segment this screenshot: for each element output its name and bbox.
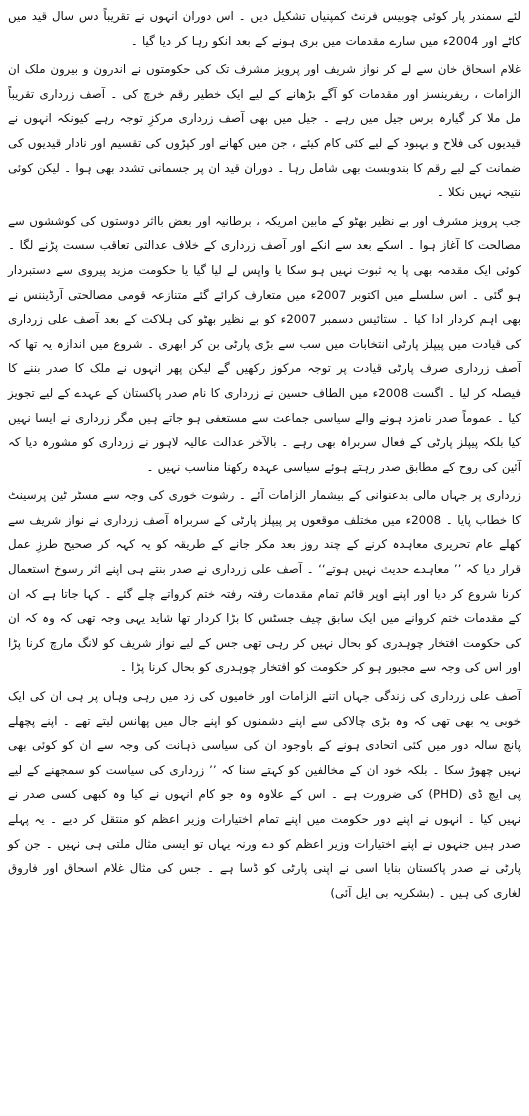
article-paragraph: آصف علی زرداری کی زندگی جہاں اتنے الزامات اور خامیوں کی زد میں رہی وہاں پر ہی ان کی ایک خوبی یہ بھی تھی کہ وہ بڑی چالاکی سے اپنے دشمنوں کو اپنے جال میں پھانس لیتے تھے ۔ اپنے پچھلے پانچ سالہ دور میں کئی اتحادی ہونے کے باوجود ان کی سیاسی ذہانت کی وجہ سے ان کو کوئی بھی نہیں چھوڑ سکا ۔ بلکہ خود ان کے مخالفین کو کہتے سنا کہ ’’ زرداری کی سیاست کو سمجھنے کے لیے پی ایچ ڈی (PHD) کی ضرورت ہے ۔ اس کے علاوہ وہ جو کام انہوں نے کیا وہ کبھی کسی صدر نے نہیں کیا ۔ انہوں نے اپنے دور حکومت میں اپنے تمام اختیارات وزیر اعظم کو منتقل کر دیے ۔ یہ پہلے صدر ہیں جنہوں نے اپنے اختیارات وزیر اعظم کو دے ورنہ یہاں تو ایسی مثال ملتی ہی نہیں ۔ جن کو پارٹی نے صدر پاکستان بنایا اسی نے اپنی پارٹی کو ڈسا ہے ۔ جس کی مثال غلام اسحاق اور فاروق لغاری کی ہیں ۔ (بشکریہ بی ایل آئی) xyxy=(8,689,521,900)
article-paragraph: زرداری پر جہاں مالی بدعنوانی کے بیشمار الزامات آئے ۔ رشوت خوری کی وجہ سے مسٹر ٹین پرسینٹ کا خطاب پایا ۔ 2008ء میں مختلف موقعوں پر پیپلز پارٹی کے سربراہ آصف زرداری نے نواز شریف سے کھلے عام تحریری معاہدہ کرنے کے چند روز بعد مکر جانے کے طریقہ کو یہ کہہ کر صحیح طرزِ عمل قرار دیا کہ ’’ معاہدے حدیث نہیں ہوتے‘‘ ۔ آصف علی زرداری نے صدر بنتے ہی اپنے اثر رسوخ استعمال کرنا شروع کر دیا اور اپنے اوپر قائم تمام مقدمات رفتہ رفتہ ختم کرواتے چلے گئے ۔ کہا جاتا ہے کہ ان کے مقدمات ختم کروانے میں ایک سابق چیف جسٹس کا بڑا کردار تھا شاید یہی وجہ تھی کہ وہ کہ ان کی حکومت افتخار چوہدری کو بحال نہیں کر رہی تھی جس کے لیے نواز شریف کو لانگ مارچ کرنا پڑا اور اس کی وجہ سے مجبور ہو کر حکومت کو افتخار چوہدری کو بحال کرنا پڑا ۔ xyxy=(8,488,521,675)
article-paragraph: جب پرویز مشرف اور بے نظیر بھٹو کے مابین امریکہ ، برطانیہ اور بعض بااثر دوستوں کی کوششوں سے مصالحت کا آغاز ہوا ۔ اسکے بعد سے انکے اور آصف زرداری کے خلاف عدالتی تعاقب سست پڑنے لگا ۔ کوئی ایک مقدمہ بھی پا یہ ثبوت نہیں ہو سکا یا واپس لے لیا گیا یا حکومت مزید پیروی سے دستبردار ہو گئی ۔ اس سلسلے میں اکتوبر 2007ء میں متعارف کرائے گئے متنازعہ قومی مصالحتی آرڈیننس نے بھی اہم کردار ادا کیا ۔ ستائیس دسمبر 2007ء کو بے نظیر بھٹو کی ہلاکت کے بعد آصف علی زرداری کی قیادت میں پیپلز پارٹی انتخابات میں سب سے بڑی پارٹی بن کر ابھری ۔ شروع میں اندازہ یہ تھا کہ آصف زرداری صرف پارٹی قیادت پر توجہ مرکوز رکھیں گے لیکن پھر انہوں نے ملک کا صدر بننے کا فیصلہ کر لیا ۔ اگست 2008ء میں الطاف حسین نے زرداری کا نام صدر پاکستان کے عہدے کے لیے تجویز کیا ۔ عموماً صدر نامزد ہونے والے سیاسی جماعت سے مستعفی ہو جاتے ہیں مگر زرداری نے ایسا نہیں کیا بلکہ پیپلز پارٹی کے فعال سربراہ بھی رہے ۔ بالآخر عدالت عالیہ لاہور نے زرداری کو مشورہ دیا کہ آئین کی روح کے مطابق صدر رہتے ہوئے سیاسی عہدہ رکھنا مناسب نہیں ۔ xyxy=(8,213,522,474)
article-paragraph: غلام اسحاق خان سے لے کر نواز شریف اور پرویز مشرف تک کی حکومتوں نے اندرون و بیرون ملک ان الزامات ، ریفرینسز اور مقدمات کو آگے بڑھانے کے لیے ایک خطیر رقم خرچ کی ۔ آصف زرداری تقریباً مل ملا کر گیارہ برس جیل میں رہے ۔ جیل میں بھی آصف زرداری مرکزِ توجہ رہے کیونکہ انہوں نے قیدیوں کی فلاح و بہبود کے لیے کئی کام کیئے ، جن میں کھانے اور کپڑوں کی تقسیم اور نادار قیدیوں کی ضمانت کے لیے رقم کا بندوبست بھی شامل رہا ۔ دوران قید ان پر جسمانی تشدد بھی ہوا ۔ لیکن کوئی نتیجہ نہیں نکلا ۔ xyxy=(8,62,521,200)
article-paragraph: لئے سمندر پار کوئی چوبیس فرنٹ کمپنیاں تشکیل دیں ۔ اس دوران انہوں نے تقریباً دس سال قید میں کاٹے اور 2004ء میں سارے مقدمات میں بری ہونے کے بعد انکو رہا کر دیا گیا ۔ xyxy=(8,9,521,48)
